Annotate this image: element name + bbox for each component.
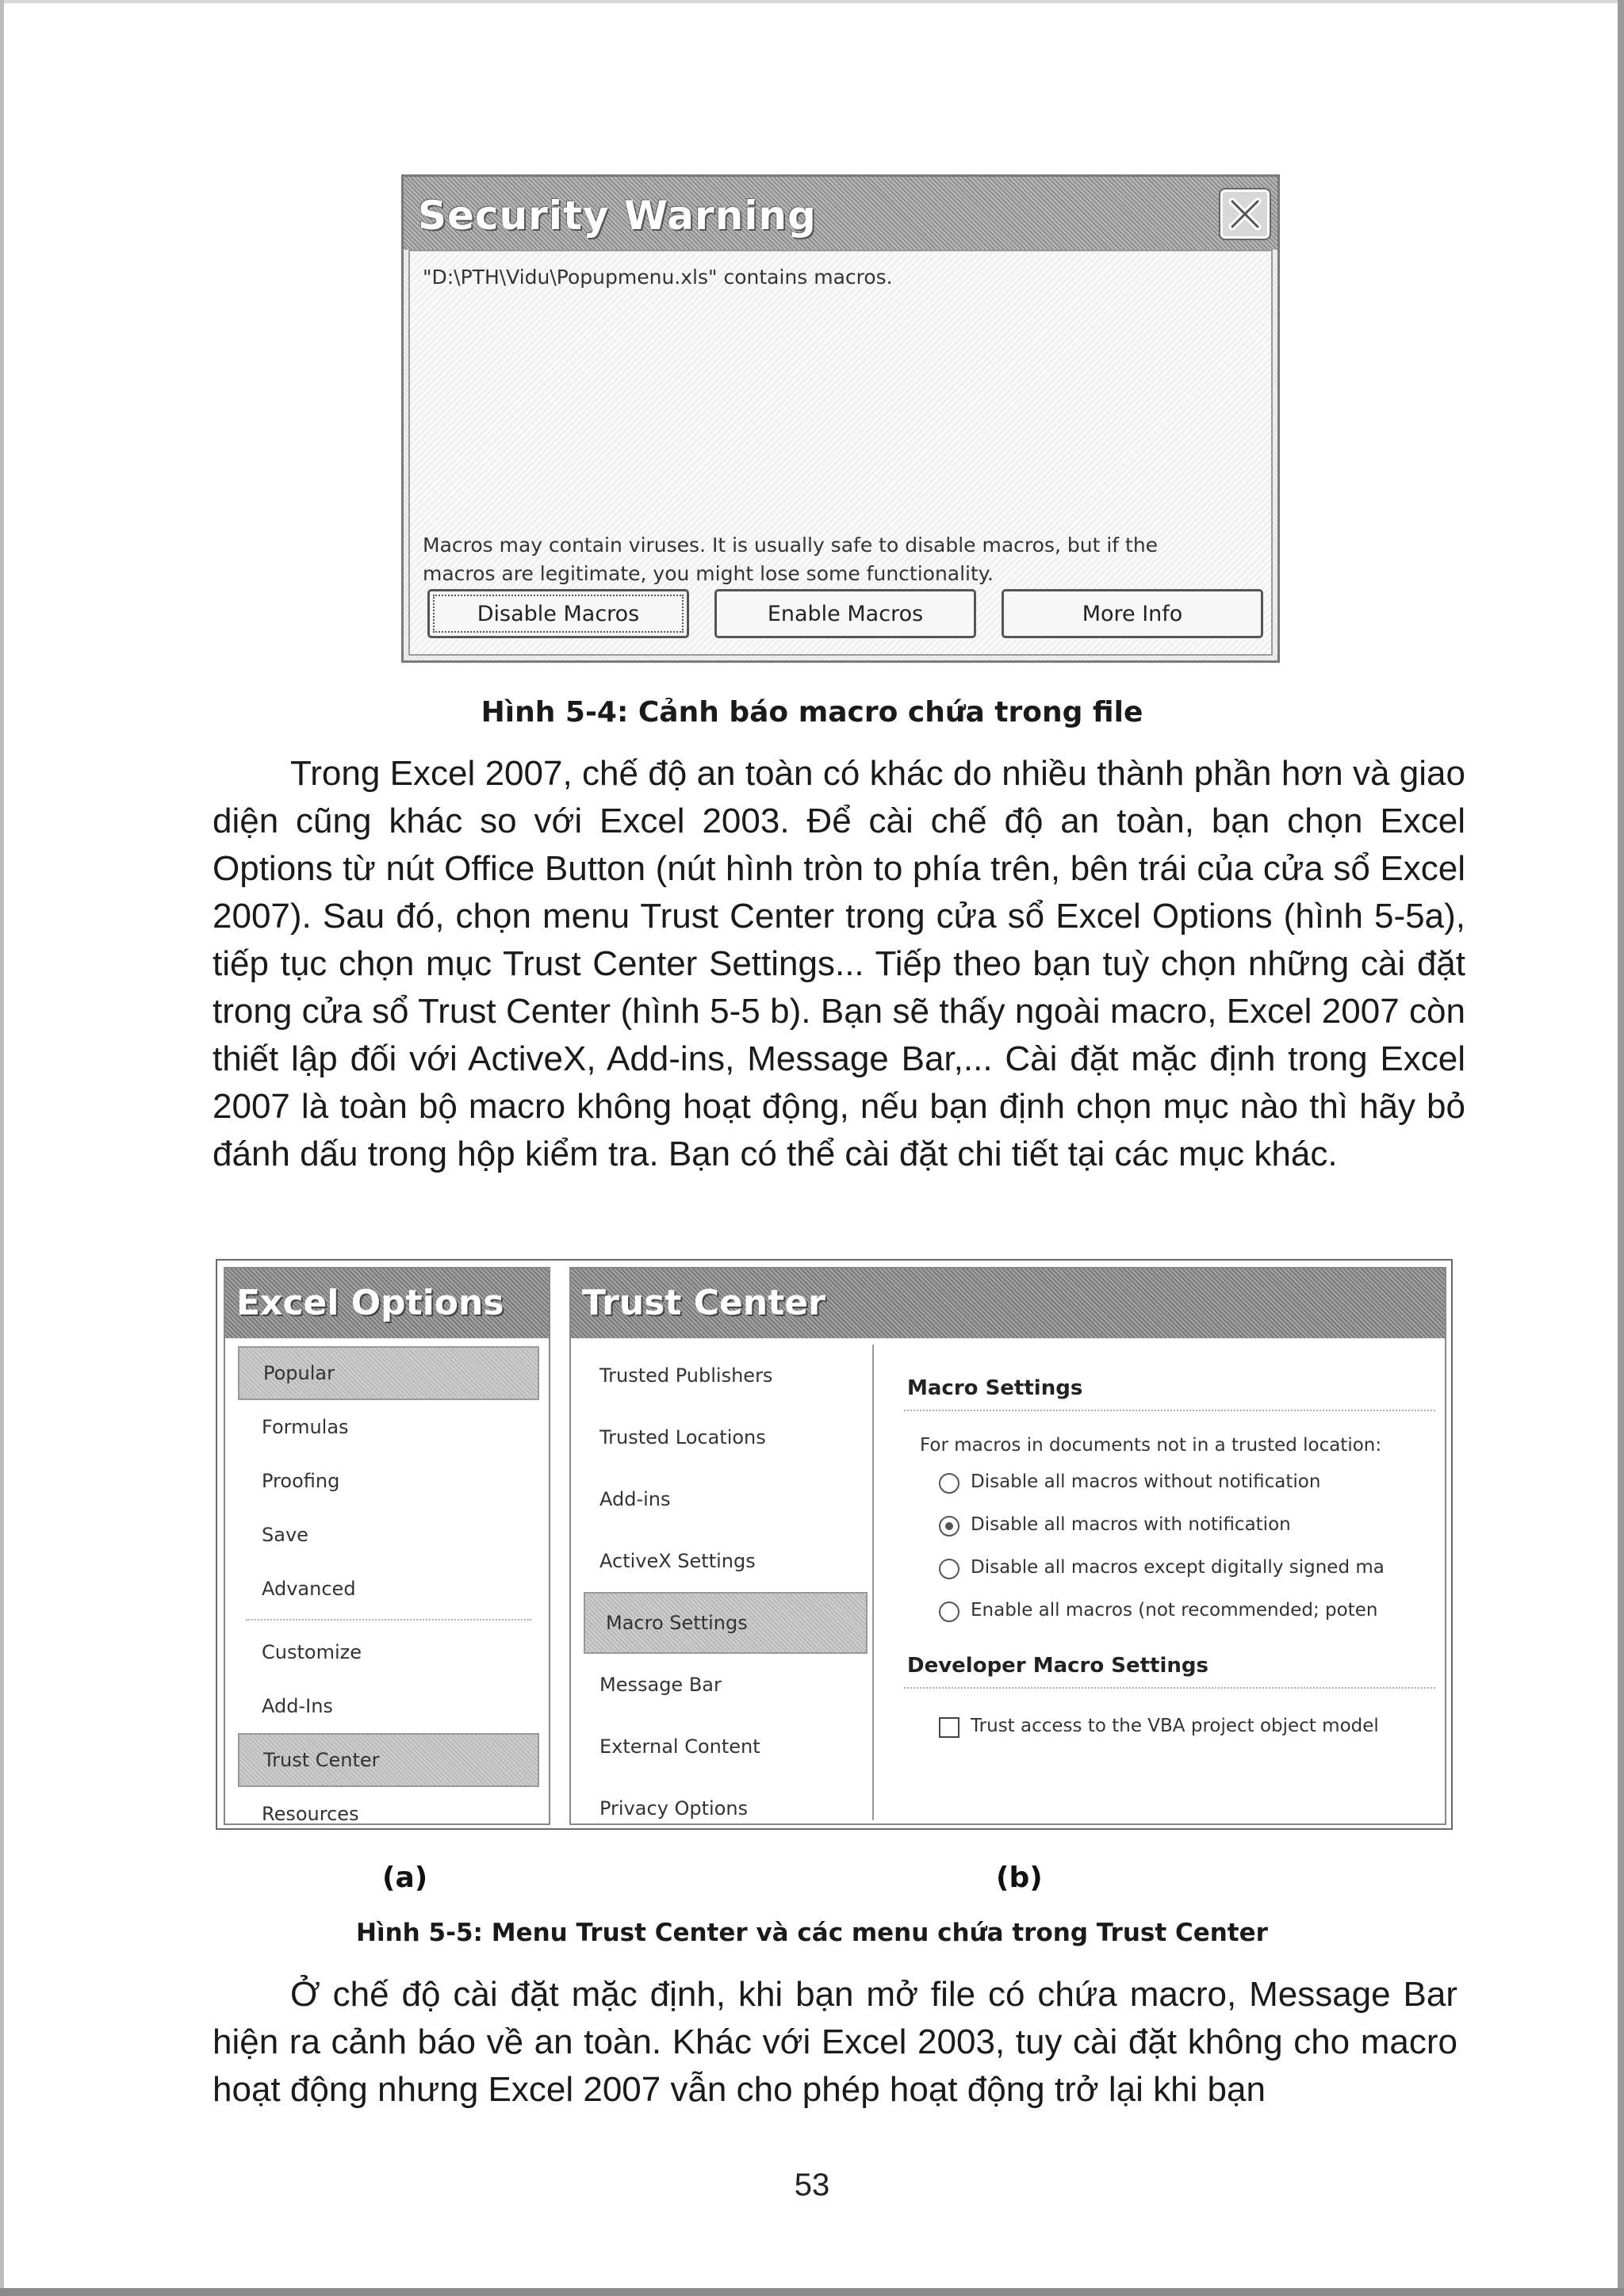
radio-disable-except-signed[interactable]	[939, 1559, 959, 1579]
security-warning-titlebar	[404, 177, 1277, 250]
menu-item-trust-center[interactable]: Trust Center	[238, 1733, 539, 1787]
menu-item-formulas[interactable]: Formulas	[262, 1416, 349, 1438]
menu-item-resources[interactable]: Resources	[262, 1803, 359, 1825]
tc-item-message-bar[interactable]: Message Bar	[599, 1674, 722, 1696]
tc-item-trusted-publishers[interactable]: Trusted Publishers	[599, 1364, 773, 1387]
option-label: Disable all macros without notification	[971, 1471, 1321, 1492]
trust-center-content	[888, 1345, 1440, 1820]
page-number: 53	[794, 2168, 830, 2202]
option-label: Disable all macros except digitally signed ma	[971, 1557, 1385, 1578]
trust-center-title: Trust Center	[582, 1283, 825, 1323]
tc-item-add-ins[interactable]: Add-ins	[599, 1488, 671, 1510]
body-paragraph-1-text: Trong Excel 2007, chế độ an toàn có khác do nhiều thành phần hơn và giao diện cũng khác so với Excel 2003. Để cài chế độ an toàn, bạn chọn Excel Options từ nút Office Button (nút hình tròn to phía trên, bên trái của cửa sổ Excel 2007). Sau đó, chọn menu Trust Center trong cửa sổ Excel Options (hình 5-5a), tiếp tục chọn mục Trust Center Settings... Tiếp theo bạn tuỳ chọn những cài đặt trong cửa sổ Trust Center (hình 5-5 b). Bạn sẽ thấy ngoài macro, Excel 2007 còn thiết lập đối với ActiveX, Add-ins, Message Bar,... Cài đặt mặc định trong Excel 2007 là toàn bộ macro không hoạt động, nếu bạn định chọn mục nào thì hãy bỏ đánh dấu trong hộp kiểm tra. Bạn có thể cài đặt chi tiết tại các mục khác.	[213, 754, 1465, 1173]
menu-item-advanced[interactable]: Advanced	[262, 1578, 356, 1600]
macro-warning-line-2: macros are legitimate, you might lose some functionality.	[423, 562, 994, 585]
security-warning-title: Security Warning	[418, 193, 817, 239]
scan-edge-top	[0, 0, 1624, 3]
menu-item-add-ins[interactable]: Add-Ins	[262, 1695, 333, 1717]
excel-options-panel	[224, 1267, 550, 1825]
close-icon[interactable]	[1220, 189, 1270, 239]
menu-divider	[246, 1619, 531, 1622]
trust-center-panel	[569, 1267, 1446, 1825]
tc-item-macro-settings[interactable]: Macro Settings	[584, 1592, 868, 1654]
figure-label-a: (a)	[382, 1862, 428, 1894]
vba-trust-checkbox[interactable]	[939, 1717, 959, 1738]
figure-5-5	[216, 1259, 1453, 1830]
scan-edge-bottom	[0, 2288, 1624, 2296]
tc-item-activex-settings[interactable]: ActiveX Settings	[599, 1550, 756, 1572]
excel-options-menu	[238, 1346, 539, 1841]
security-warning-buttons	[427, 589, 1262, 638]
vba-trust-label: Trust access to the VBA project object model	[971, 1716, 1379, 1736]
body-paragraph-2-text: Ở chế độ cài đặt mặc định, khi bạn mở file có chứa macro, Message Bar hiện ra cảnh báo về an toàn. Khác với Excel 2003, tuy cài đặt không cho macro hoạt động nhưng Excel 2007 vẫn cho phép hoạt động trở lại khi bạn	[213, 1975, 1457, 2109]
scan-edge-left	[0, 0, 4, 2296]
excel-options-title: Excel Options	[236, 1283, 504, 1323]
figure-5-4-caption: Hình 5-4: Cảnh báo macro chứa trong file	[481, 696, 1143, 729]
menu-item-save[interactable]: Save	[262, 1524, 308, 1546]
figure-5-5-caption: Hình 5-5: Menu Trust Center và các menu chứa trong Trust Center	[356, 1919, 1268, 1947]
disable-macros-button[interactable]: Disable Macros	[427, 589, 689, 638]
more-info-button[interactable]: More Info	[1002, 589, 1263, 638]
developer-macro-settings-heading: Developer Macro Settings	[904, 1654, 1435, 1689]
menu-item-proofing[interactable]: Proofing	[262, 1470, 340, 1492]
scan-edge-right	[1618, 0, 1624, 2296]
tc-item-privacy-options[interactable]: Privacy Options	[599, 1797, 749, 1820]
radio-enable-all-macros[interactable]	[939, 1601, 959, 1622]
security-warning-dialog	[401, 174, 1280, 663]
trust-center-titlebar	[571, 1269, 1445, 1338]
option-label: Enable all macros (not recommended; poten	[971, 1600, 1378, 1621]
enable-macros-button[interactable]: Enable Macros	[714, 589, 976, 638]
body-paragraph-2	[213, 1971, 1457, 2114]
macro-settings-heading: Macro Settings	[904, 1376, 1435, 1411]
tc-item-external-content[interactable]: External Content	[599, 1735, 760, 1758]
menu-item-customize[interactable]: Customize	[262, 1641, 362, 1663]
macro-file-text: "D:\PTH\Vidu\Popupmenu.xls" contains macros.	[423, 266, 893, 289]
radio-disable-with-notification[interactable]	[939, 1516, 959, 1536]
radio-disable-without-notification[interactable]	[939, 1473, 959, 1494]
macro-intro-text: For macros in documents not in a trusted location:	[920, 1435, 1382, 1456]
figure-label-b: (b)	[996, 1862, 1043, 1894]
excel-options-titlebar	[225, 1269, 549, 1338]
menu-item-popular[interactable]: Popular	[238, 1346, 539, 1400]
macro-warning-line-1: Macros may contain viruses. It is usually safe to disable macros, but if the	[423, 534, 1159, 557]
tc-item-trusted-locations[interactable]: Trusted Locations	[599, 1426, 766, 1448]
trust-center-menu	[579, 1345, 874, 1820]
option-label: Disable all macros with notification	[971, 1514, 1291, 1535]
body-paragraph-1	[213, 750, 1465, 1178]
